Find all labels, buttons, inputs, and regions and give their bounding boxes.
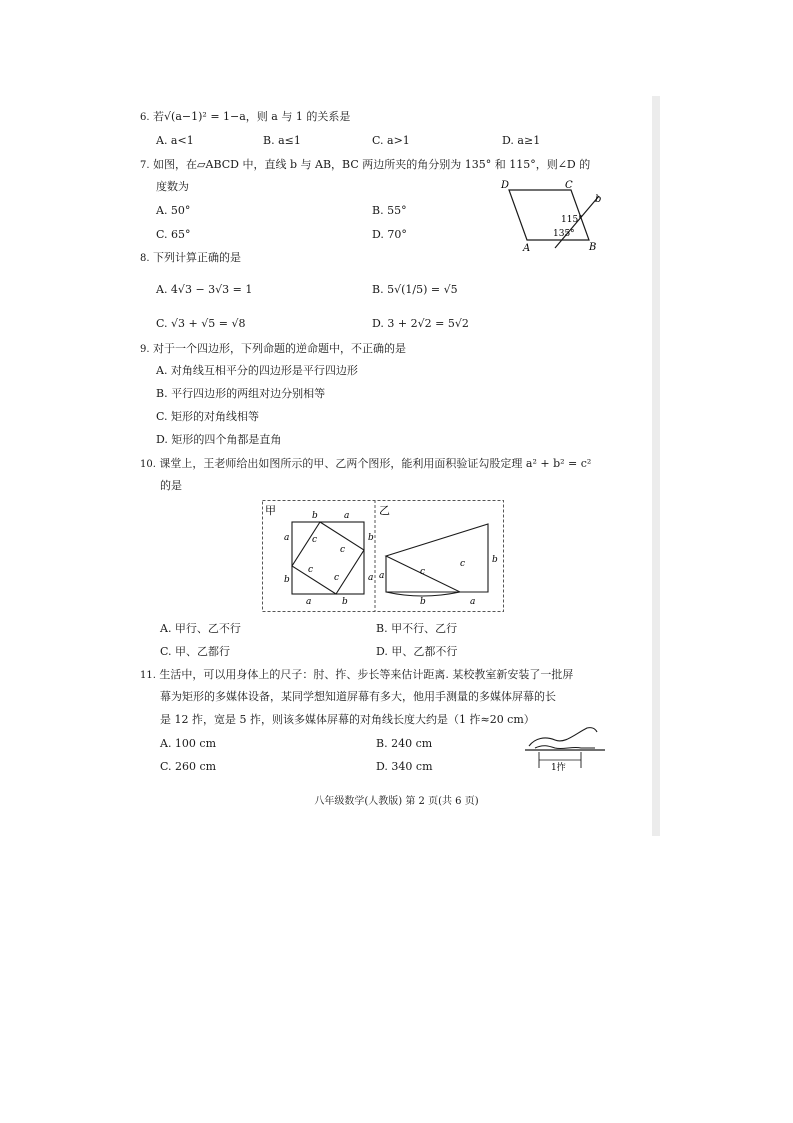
jia-left-b: b — [284, 575, 290, 585]
jia-top-a: a — [344, 511, 350, 521]
jia-c-4: c — [334, 573, 340, 583]
q6-option-b[interactable]: B. a≤1 — [263, 134, 301, 147]
label-b-line: b — [595, 194, 602, 205]
page-footer: 八年级数学(人教版) 第 2 页(共 6 页) — [314, 796, 479, 807]
question-7-stem: 7. 如图，在▱ABCD 中，直线 b 与 AB，BC 两边所夹的角分别为 135° 和 115°，则∠D 的 — [140, 158, 591, 171]
question-10-stem: 10. 课堂上，王老师给出如图所示的甲、乙两个图形，能利用面积验证勾股定理 a² + b² = c² — [140, 457, 592, 470]
jia-c-2: c — [340, 545, 346, 555]
yi-label: 乙 — [379, 504, 390, 517]
q10-option-c[interactable]: C. 甲、乙都行 — [160, 645, 231, 658]
q9-option-d[interactable]: D. 矩形的四个角都是直角 — [156, 433, 282, 446]
yi-left-a: a — [379, 571, 385, 581]
yi-bottom-arc — [386, 592, 460, 596]
question-11-stem: 11. 生活中，可以用身体上的尺子：肘、拃、步长等来估计距离. 某校教室新安装了一批屏 — [140, 668, 574, 681]
q6-option-a[interactable]: A. a<1 — [156, 134, 194, 147]
jia-c-3: c — [308, 565, 314, 575]
yi-right-b: b — [492, 555, 498, 565]
question-11-stem-cont2: 是 12 拃，宽是 5 拃，则该多媒体屏幕的对角线长度大约是（1 拃≈20 cm） — [160, 713, 535, 726]
q9-option-c[interactable]: C. 矩形的对角线相等 — [156, 410, 260, 423]
q8-option-c[interactable]: C. √3 + √5 = √8 — [156, 317, 246, 330]
angle-135: 135° — [553, 229, 575, 239]
question-8-stem: 8. 下列计算正确的是 — [140, 251, 242, 264]
q7-option-a[interactable]: A. 50° — [156, 204, 191, 217]
hand-fingers-icon — [535, 746, 595, 749]
q11-option-b[interactable]: B. 240 cm — [376, 737, 433, 750]
pythagoras-figures — [262, 500, 504, 612]
yi-bottom-a: a — [470, 597, 476, 607]
q10-option-a[interactable]: A. 甲行、乙不行 — [160, 622, 241, 635]
jia-left-a: a — [284, 533, 290, 543]
jia-top-b: b — [312, 511, 318, 521]
q10-option-d[interactable]: D. 甲、乙都不行 — [376, 645, 458, 658]
q9-option-a[interactable]: A. 对角线互相平分的四边形是平行四边形 — [156, 364, 358, 377]
scan-edge-strip — [652, 96, 660, 836]
jia-label: 甲 — [265, 504, 276, 517]
jia-bottom-b: b — [342, 597, 348, 607]
jia-c-1: c — [312, 535, 318, 545]
yi-c-1: c — [420, 567, 426, 577]
q8-option-d[interactable]: D. 3 + 2√2 = 5√2 — [372, 317, 469, 330]
q6-option-d[interactable]: D. a≥1 — [502, 134, 541, 147]
question-9-stem: 9. 对于一个四边形，下列命题的逆命题中，不正确的是 — [140, 342, 407, 355]
label-c: C — [565, 180, 573, 191]
q9-option-b[interactable]: B. 平行四边形的两组对边分别相等 — [156, 387, 326, 400]
q7-option-b[interactable]: B. 55° — [372, 204, 407, 217]
q7-option-c[interactable]: C. 65° — [156, 228, 191, 241]
angle-115: 115° — [561, 215, 583, 225]
label-b: B — [589, 242, 597, 253]
yi-trapezoid-top — [386, 524, 488, 592]
q8-option-a[interactable]: A. 4√3 − 3√3 = 1 — [156, 283, 253, 296]
jia-outer-square — [292, 522, 364, 594]
label-a: A — [523, 243, 531, 254]
q6-option-c[interactable]: C. a>1 — [372, 134, 410, 147]
q11-option-a[interactable]: A. 100 cm — [160, 737, 217, 750]
parallelogram-figure — [495, 176, 615, 254]
yi-bottom-b: b — [420, 597, 426, 607]
jia-inner-square — [292, 522, 364, 594]
question-10-stem-cont: 的是 — [160, 479, 182, 492]
q7-option-d[interactable]: D. 70° — [372, 228, 407, 241]
jia-right-a: a — [368, 573, 374, 583]
label-d: D — [501, 180, 510, 191]
span-label: 1拃 — [551, 763, 566, 772]
hand-span-figure — [525, 724, 605, 772]
question-11-stem-cont: 幕为矩形的多媒体设备，某同学想知道屏幕有多大，他用手测量的多媒体屏幕的长 — [160, 690, 556, 703]
yi-c-2: c — [460, 559, 466, 569]
q11-option-c[interactable]: C. 260 cm — [160, 760, 217, 773]
jia-right-b: b — [368, 533, 374, 543]
q11-option-d[interactable]: D. 340 cm — [376, 760, 433, 773]
question-6-stem: 6. 若√(a−1)² = 1−a，则 a 与 1 的关系是 — [140, 110, 351, 123]
q8-option-b[interactable]: B. 5√(1/5) = √5 — [372, 283, 458, 296]
hand-outline-icon — [529, 728, 597, 746]
jia-bottom-a: a — [306, 597, 312, 607]
question-7-stem-cont: 度数为 — [156, 180, 189, 193]
q10-option-b[interactable]: B. 甲不行、乙行 — [376, 622, 458, 635]
